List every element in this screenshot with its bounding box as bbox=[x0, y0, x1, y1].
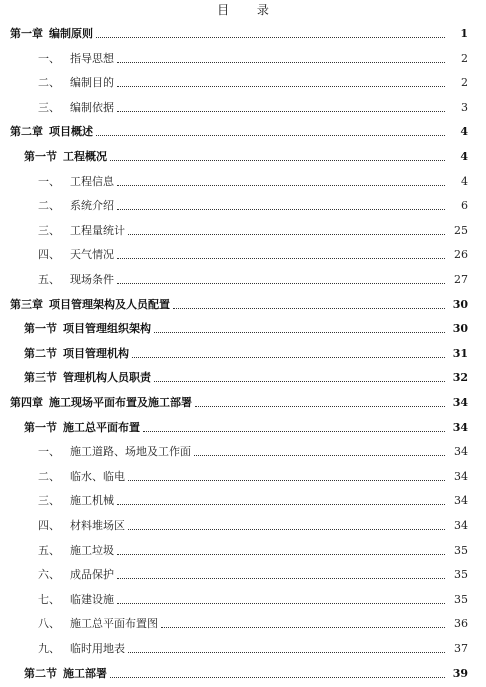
toc-entry[interactable] bbox=[0, 246, 486, 262]
toc-page-number: 36 bbox=[454, 617, 468, 631]
toc-dot-leader bbox=[128, 652, 445, 653]
toc-entry[interactable] bbox=[0, 665, 486, 681]
toc-entry-label bbox=[24, 150, 107, 164]
toc-entry-label bbox=[24, 347, 129, 361]
toc-entry-text: 施工垃圾 bbox=[70, 543, 114, 557]
toc-page-number: 30 bbox=[452, 297, 468, 311]
toc-entry[interactable] bbox=[0, 320, 486, 336]
toc-entry-text: 天气情况 bbox=[70, 248, 114, 262]
toc-entry-text: 工程概况 bbox=[63, 150, 107, 163]
toc-entry[interactable] bbox=[0, 25, 486, 41]
toc-entry-number: 五、 bbox=[38, 543, 60, 557]
toc-entry-text: 临水、临电 bbox=[70, 469, 125, 483]
toc-entry[interactable] bbox=[0, 50, 486, 66]
toc-entry-number: 二、 bbox=[38, 469, 60, 483]
toc-dot-leader bbox=[161, 627, 445, 628]
toc-entry-number: 第二节 bbox=[24, 666, 57, 680]
toc-entry-number: 第四章 bbox=[10, 396, 43, 409]
toc-entry-text: 临时用地表 bbox=[70, 642, 125, 655]
toc-entry-number: 第二章 bbox=[10, 125, 43, 139]
toc-entry-text: 项目概述 bbox=[49, 125, 93, 139]
toc-entry[interactable] bbox=[0, 419, 486, 435]
toc-dot-leader bbox=[132, 357, 445, 358]
toc-entry-text: 系统介绍 bbox=[70, 199, 114, 213]
toc-page-number: 26 bbox=[454, 248, 468, 262]
toc-page-number: 6 bbox=[461, 199, 468, 213]
toc-entry[interactable] bbox=[0, 148, 486, 164]
toc-entry-number: 第一节 bbox=[24, 322, 57, 336]
toc-entry[interactable] bbox=[0, 394, 486, 410]
toc-entry-number: 第一节 bbox=[24, 420, 57, 434]
toc-entry-label bbox=[38, 470, 125, 484]
toc-entry-label bbox=[38, 494, 114, 508]
toc-page-number: 1 bbox=[460, 27, 468, 40]
toc-dot-leader bbox=[154, 332, 445, 333]
toc-entry-text: 现场条件 bbox=[70, 273, 114, 286]
toc-entry[interactable] bbox=[0, 99, 486, 115]
toc-entry-label bbox=[38, 248, 114, 262]
toc-entry-number: 九、 bbox=[38, 642, 60, 655]
toc-entry-label bbox=[38, 519, 125, 533]
toc-entry-text: 施工部署 bbox=[63, 666, 107, 680]
toc-entry-number: 八、 bbox=[38, 617, 60, 631]
toc-page-number: 34 bbox=[454, 445, 468, 459]
toc-entry-label bbox=[24, 371, 151, 385]
toc-entry-text: 编制目的 bbox=[70, 76, 114, 90]
toc-entry[interactable] bbox=[0, 345, 486, 361]
toc-page-number: 3 bbox=[461, 100, 468, 114]
toc-entry-label bbox=[38, 273, 114, 287]
toc-entry-text: 管理机构人员职责 bbox=[63, 371, 151, 385]
toc-entry[interactable] bbox=[0, 591, 486, 607]
toc-entry-label bbox=[10, 298, 170, 312]
toc-entry-text: 施工机械 bbox=[70, 494, 114, 508]
toc-dot-leader bbox=[117, 185, 445, 186]
toc-page-number: 34 bbox=[454, 494, 468, 508]
toc-entry-label bbox=[38, 199, 114, 213]
toc-dot-leader bbox=[117, 504, 445, 505]
toc-entry-text: 施工总平面布置图 bbox=[70, 617, 158, 631]
toc-entry-label bbox=[24, 322, 151, 336]
toc-entry-label bbox=[38, 76, 114, 90]
toc-entry-number: 四、 bbox=[38, 519, 60, 532]
toc-dot-leader bbox=[117, 258, 445, 259]
toc-page-number: 25 bbox=[454, 223, 468, 237]
toc-entry-text: 施工道路、场地及工作面 bbox=[70, 445, 191, 459]
toc-page-number: 2 bbox=[461, 76, 468, 90]
toc-entry-number: 三、 bbox=[38, 100, 60, 114]
toc-page-number: 4 bbox=[460, 125, 468, 139]
toc-entry-number: 二、 bbox=[38, 199, 60, 213]
toc-dot-leader bbox=[154, 381, 445, 382]
toc-entry-label bbox=[38, 617, 158, 631]
toc-page-number: 30 bbox=[452, 322, 468, 336]
toc-entry-text: 编制原则 bbox=[49, 27, 93, 40]
toc-dot-leader bbox=[173, 308, 445, 309]
toc-dot-leader bbox=[117, 62, 445, 63]
toc-entry-number: 六、 bbox=[38, 568, 60, 582]
toc-entry-text: 项目管理架构及人员配置 bbox=[49, 297, 170, 311]
toc-entry[interactable] bbox=[0, 542, 486, 558]
toc-dot-leader bbox=[96, 37, 445, 38]
toc-entry-label bbox=[10, 125, 93, 139]
toc-dot-leader bbox=[117, 554, 445, 555]
toc-dot-leader bbox=[128, 234, 445, 235]
toc-entry[interactable] bbox=[0, 640, 486, 656]
toc-page-number: 37 bbox=[454, 642, 468, 655]
toc-entry[interactable] bbox=[0, 222, 486, 238]
toc-entry-text: 工程信息 bbox=[70, 174, 114, 188]
toc-entry-number: 第三节 bbox=[24, 371, 57, 385]
toc-entry-text: 临建设施 bbox=[70, 592, 114, 606]
toc-page-number: 31 bbox=[452, 346, 468, 360]
toc-dot-leader bbox=[143, 431, 445, 432]
toc-entry-number: 七、 bbox=[38, 592, 60, 606]
toc-entry-label bbox=[24, 667, 107, 681]
toc-dot-leader bbox=[117, 86, 445, 87]
toc-page-number: 39 bbox=[452, 666, 468, 680]
toc-entry-label bbox=[38, 101, 114, 115]
toc-entry[interactable] bbox=[0, 271, 486, 287]
toc-entry[interactable] bbox=[0, 296, 486, 312]
toc-entry-number: 一、 bbox=[38, 445, 60, 459]
toc-dot-leader bbox=[128, 529, 445, 530]
toc-entry-number: 第一章 bbox=[10, 27, 43, 40]
toc-page-number: 2 bbox=[461, 51, 468, 65]
toc-dot-leader bbox=[117, 111, 445, 112]
toc-entry-number: 一、 bbox=[38, 174, 60, 188]
toc-dot-leader bbox=[128, 480, 445, 481]
toc-entry-text: 材料堆场区 bbox=[70, 519, 125, 532]
toc-entry[interactable] bbox=[0, 74, 486, 90]
toc-entry[interactable] bbox=[0, 492, 486, 508]
toc-entry-text: 项目管理组织架构 bbox=[63, 322, 151, 336]
toc-page-number: 27 bbox=[454, 273, 468, 286]
toc-entry-label bbox=[38, 593, 114, 607]
toc-dot-leader bbox=[96, 135, 445, 136]
toc-entry-label bbox=[38, 175, 114, 189]
toc-entry-number: 四、 bbox=[38, 248, 60, 262]
toc-entry[interactable] bbox=[0, 369, 486, 385]
toc-page-number: 34 bbox=[454, 519, 468, 532]
toc-entry[interactable] bbox=[0, 443, 486, 459]
toc-entry-label bbox=[38, 642, 125, 656]
toc-entry-text: 工程量统计 bbox=[70, 223, 125, 237]
toc-entry-label bbox=[10, 396, 192, 410]
toc-entry-label bbox=[10, 27, 93, 41]
toc-entry-label bbox=[38, 568, 114, 582]
toc-entry-label bbox=[38, 52, 114, 66]
toc-page-number: 4 bbox=[461, 174, 468, 188]
toc-entry-number: 一、 bbox=[38, 51, 60, 65]
toc-entry[interactable] bbox=[0, 468, 486, 484]
toc-entry-number: 三、 bbox=[38, 223, 60, 237]
toc-page-number: 34 bbox=[454, 469, 468, 483]
toc-entry-text: 项目管理机构 bbox=[63, 346, 129, 360]
toc-entry-label bbox=[24, 421, 140, 435]
toc-entry-number: 第二节 bbox=[24, 346, 57, 360]
toc-title: 目 录 bbox=[217, 3, 281, 17]
toc-dot-leader bbox=[117, 209, 445, 210]
toc-page-number: 35 bbox=[454, 543, 468, 557]
toc-dot-leader bbox=[110, 160, 445, 161]
toc-entry-text: 成品保护 bbox=[70, 568, 114, 582]
toc-entry-number: 五、 bbox=[38, 273, 60, 286]
toc-entry[interactable] bbox=[0, 173, 486, 189]
toc-entry[interactable] bbox=[0, 566, 486, 582]
toc-entry-number: 二、 bbox=[38, 76, 60, 90]
toc-page-number: 34 bbox=[452, 396, 468, 409]
toc-entry-text: 编制依据 bbox=[70, 100, 114, 114]
toc-entry[interactable] bbox=[0, 123, 486, 139]
toc-entry-text: 指导思想 bbox=[70, 51, 114, 65]
toc-entry-number: 三、 bbox=[38, 494, 60, 508]
toc-entry-label bbox=[38, 445, 191, 459]
toc-entry-text: 施工总平面布置 bbox=[63, 420, 140, 434]
toc-entry-label bbox=[38, 224, 125, 238]
toc-entry[interactable] bbox=[0, 615, 486, 631]
toc-dot-leader bbox=[117, 578, 445, 579]
toc-entry-label bbox=[38, 544, 114, 558]
toc-dot-leader bbox=[117, 283, 445, 284]
toc-page-number: 4 bbox=[460, 150, 468, 163]
toc-entry-number: 第一节 bbox=[24, 150, 57, 163]
toc-entry[interactable] bbox=[0, 197, 486, 213]
toc-dot-leader bbox=[110, 677, 445, 678]
toc-page-number: 34 bbox=[452, 420, 468, 434]
toc-entry-number: 第三章 bbox=[10, 297, 43, 311]
toc-dot-leader bbox=[117, 603, 445, 604]
toc-dot-leader bbox=[194, 455, 445, 456]
toc-dot-leader bbox=[195, 406, 445, 407]
toc-page-number: 32 bbox=[452, 371, 468, 385]
toc-page-number: 35 bbox=[454, 568, 468, 582]
toc-entry-text: 施工现场平面布置及施工部署 bbox=[49, 396, 192, 409]
toc-entry[interactable] bbox=[0, 517, 486, 533]
toc-page-number: 35 bbox=[454, 592, 468, 606]
